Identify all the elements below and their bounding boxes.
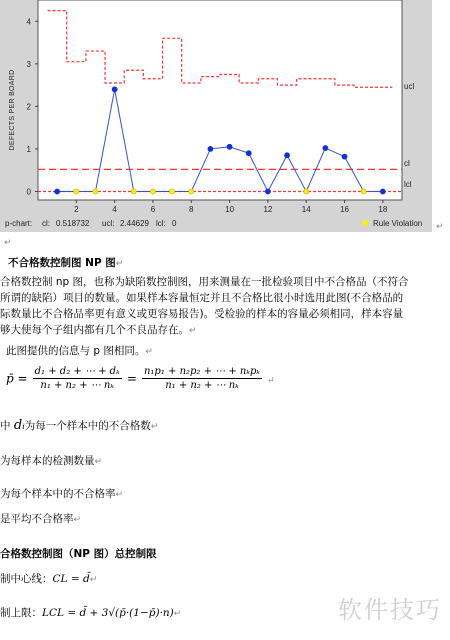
x-tick-label: 6	[150, 205, 156, 214]
y-tick-label: 3	[26, 59, 31, 69]
x-tick-label: 12	[263, 205, 273, 214]
return-mark: ↵	[145, 347, 153, 357]
violation-point	[93, 189, 98, 194]
violation-point	[74, 189, 79, 194]
x-tick-label: 4	[112, 205, 117, 214]
def-text: 是平均不合格率	[0, 513, 74, 525]
return-mark: ↵	[73, 515, 82, 525]
data-point	[246, 151, 251, 156]
fraction-2-numerator: n₁p₁ + n₂p₂ + ⋯ + nₖpₖ	[143, 366, 261, 377]
heading-text: 不合格数控制图 NP 图	[8, 257, 116, 269]
x-tick-label: 16	[340, 205, 349, 214]
heading-np-chart	[8, 256, 123, 272]
lcl-label: lcl	[404, 180, 412, 189]
data-point	[55, 189, 60, 194]
y-axis-label: DEFECTS PER BOARD	[9, 69, 16, 151]
ucl-label: ucl	[404, 82, 415, 91]
def-text: 为每样本的检测数量	[0, 455, 95, 467]
cl-line-math: CL = d̄	[52, 573, 90, 585]
y-tick-label: 2	[26, 102, 31, 112]
return-mark: ↵	[4, 238, 12, 248]
footer-cl-value: 0.518732	[56, 219, 90, 228]
heading-np-control-limits	[0, 547, 157, 562]
para-line: 合格数控制 np 图，也称为缺陷数控制图，用来测量在一批检验项目中不合格品（不符合	[0, 276, 409, 288]
fraction-1-denominator: n₁ + n₂ + ⋯ nₖ	[40, 380, 115, 391]
p-chart	[0, 0, 432, 232]
center-line-formula	[0, 572, 97, 588]
return-mark: ↵	[89, 575, 98, 585]
data-point	[284, 153, 289, 158]
return-mark: ↵	[189, 326, 197, 336]
para-line: 所谓的缺陷）项目的数量。如果样本容量恒定并且不合格比很小时选用此图(不合格品的	[0, 292, 404, 304]
return-mark: ↵	[173, 609, 182, 619]
cl-line-label: 制中心线：	[0, 573, 53, 585]
watermark: 软件技巧	[338, 596, 442, 624]
return-mark: ↵	[150, 422, 159, 432]
fraction-2-denominator: n₁ + n₂ + ⋯ nₖ	[165, 380, 239, 391]
violation-point	[150, 189, 155, 194]
violation-point	[304, 189, 309, 194]
data-point	[380, 189, 385, 194]
data-point	[227, 144, 232, 149]
return-mark: ↵	[267, 376, 275, 386]
plot-area	[38, 0, 402, 200]
y-tick-label: 4	[26, 17, 31, 27]
violation-point	[189, 189, 194, 194]
chart-panel	[0, 0, 432, 232]
ucl-line-label: 制上限：	[0, 607, 42, 619]
definition-p	[0, 487, 123, 503]
x-tick-label: 2	[74, 205, 79, 214]
def-prefix: 中	[0, 420, 14, 432]
y-tick-label: 0	[26, 187, 31, 197]
x-tick-label: 18	[378, 205, 388, 214]
x-tick-label: 14	[301, 205, 311, 214]
intro-paragraph	[0, 274, 450, 339]
def-text: 为每一个样本中的不合格数	[24, 420, 151, 432]
ucl-line-math: LCL = d̄ + 3√(p̄·(1−p̄)·n)	[42, 607, 174, 619]
data-point	[265, 189, 270, 194]
para-line: 际数量比不合格品率更有意义或更容易报告)。受检验的样本的容量必须相同，样本容量	[0, 308, 404, 320]
return-mark: ↵	[94, 457, 103, 467]
fraction-2	[142, 366, 262, 391]
para-line	[0, 322, 450, 339]
legend-label: Rule Violation	[373, 219, 423, 228]
violation-point	[361, 189, 366, 194]
footer-cl-label: cl:	[42, 219, 50, 228]
violation-point	[170, 189, 175, 194]
d-symbol: dᵢ	[13, 418, 25, 433]
violation-point	[131, 189, 136, 194]
return-mark: ↵	[115, 259, 124, 269]
x-tick-label: 10	[225, 205, 235, 214]
para-line-text: 够大使每个子组内都有几个不良品存在。	[0, 324, 189, 336]
chart-name: p-chart:	[5, 219, 33, 228]
y-tick-label: 1	[26, 144, 31, 154]
para2-text: 此图提供的信息与 p 图相同。	[6, 345, 146, 357]
footer-ucl-label: ucl:	[102, 219, 115, 228]
formula-lhs: p̄ =	[6, 371, 28, 386]
data-point	[112, 87, 117, 92]
footer-ucl-value: 2.44629	[120, 219, 149, 228]
upper-limit-formula	[0, 606, 181, 622]
footer-lcl-value: 0	[172, 219, 177, 228]
heading-text: 合格数控制图（NP 图）总控制限	[0, 548, 157, 560]
legend-violation-marker	[362, 220, 368, 226]
data-point	[323, 145, 328, 150]
return-mark: ↵	[115, 490, 124, 500]
fraction-1	[33, 366, 122, 391]
x-tick-label: 8	[189, 205, 194, 214]
fraction-1-numerator: d₁ + d₂ + ⋯ + dₖ	[34, 366, 120, 377]
definition-pbar	[0, 512, 81, 528]
return-mark: ↵	[436, 222, 444, 232]
cl-label: cl	[404, 159, 410, 168]
definition-d	[0, 418, 158, 435]
data-point	[208, 146, 213, 151]
data-point	[342, 154, 347, 159]
footer-lcl-label: lcl:	[156, 219, 166, 228]
pbar-formula: p̄ = $\frac{\text{d₁ + d₂ + ⋯ + dₖ}}{\text{n₁ + n₂ + ⋯ nₖ}}$ = $\frac{\text{n₁p₁ + n₂p₂ + ⋯ + nₖpₖ}}{\text{n₁ + n₂ + ⋯ nₖ}}$ ↵	[6, 366, 275, 391]
para-p-chart-same	[6, 344, 153, 360]
def-text: 为每个样本中的不合格率	[0, 488, 116, 500]
definition-n	[0, 454, 102, 470]
